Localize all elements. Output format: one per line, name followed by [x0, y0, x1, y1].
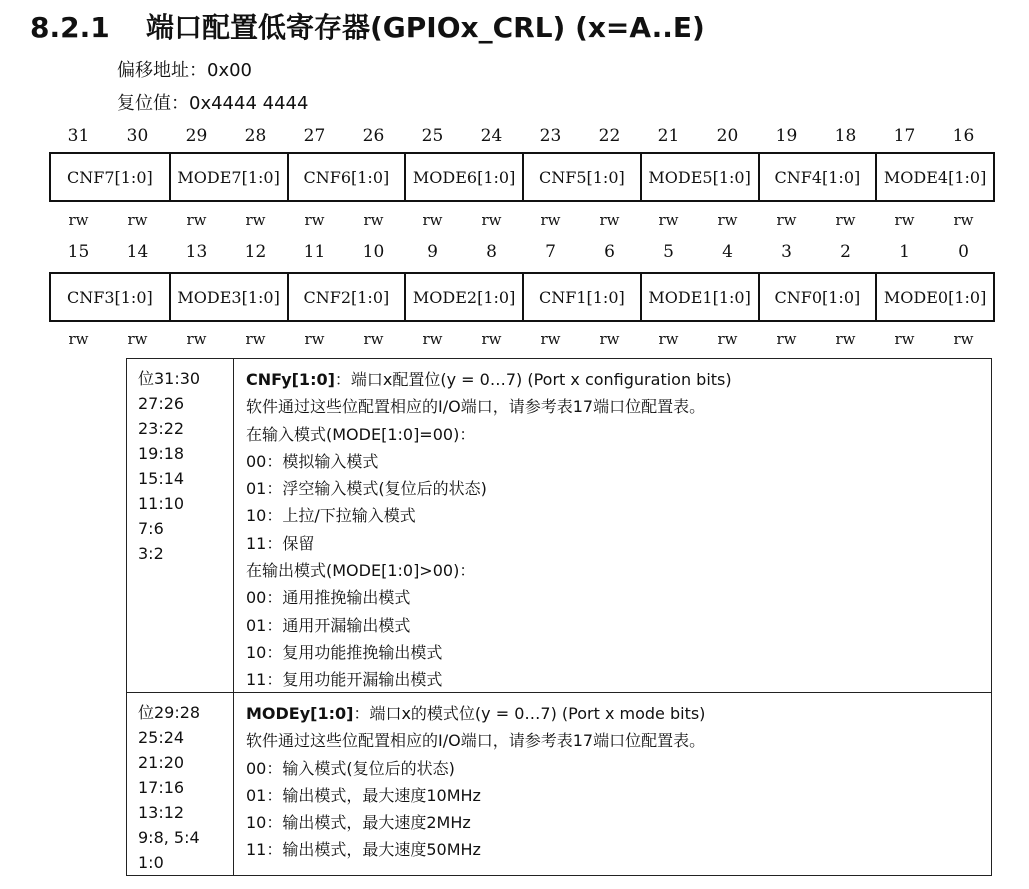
- bit-number: 23: [539, 126, 562, 146]
- access-type: rw: [304, 330, 325, 348]
- bit-range: 15:14: [138, 469, 185, 488]
- access-type: rw: [422, 330, 443, 348]
- offset-label: 偏移地址：: [117, 60, 207, 81]
- bit-number: 2: [840, 242, 851, 262]
- section-number: 8.2.1: [30, 11, 110, 44]
- register-field: CNF4[1:0]: [758, 154, 876, 200]
- reset-label: 复位值：: [117, 93, 189, 114]
- description-line: 软件通过这些位配置相应的I/O端口，请参考表17端口位配置表。: [246, 731, 706, 751]
- bit-range: 位29:28: [138, 703, 201, 722]
- bit-number: 24: [480, 126, 503, 146]
- access-type: rw: [540, 211, 561, 229]
- bit-number: 1: [899, 242, 910, 262]
- description-line: 00：模拟输入模式: [246, 451, 379, 471]
- description-line: 软件通过这些位配置相应的I/O端口，请参考表17端口位配置表。: [246, 397, 706, 417]
- bit-number: 3: [781, 242, 792, 262]
- access-type: rw: [658, 211, 679, 229]
- register-high-fields: [49, 152, 995, 202]
- bit-number: 19: [775, 126, 798, 146]
- register-field: MODE7[1:0]: [169, 154, 287, 200]
- bit-range: 19:18: [138, 444, 185, 463]
- description-line: 10：复用功能推挽输出模式: [246, 642, 443, 662]
- cnf-bit-positions: [127, 359, 234, 692]
- bit-number: 29: [185, 126, 208, 146]
- offset-address: [117, 56, 252, 82]
- access-type: rw: [717, 330, 738, 348]
- description-line: 11：复用功能开漏输出模式: [246, 670, 443, 690]
- register-low-fields: [49, 272, 995, 322]
- access-type: rw: [127, 330, 148, 348]
- access-type: rw: [835, 330, 856, 348]
- section-title: 端口配置低寄存器(GPIOx_CRL) (x=A..E): [146, 11, 705, 44]
- bit-number: 8: [486, 242, 497, 262]
- bit-number: 27: [303, 126, 326, 146]
- description-line: 01：通用开漏输出模式: [246, 615, 411, 635]
- bit-number: 16: [952, 126, 975, 146]
- access-type: rw: [599, 211, 620, 229]
- high-access-row: [49, 211, 993, 229]
- field-heading: [246, 366, 985, 393]
- description-line: 00：通用推挽输出模式: [246, 588, 411, 608]
- access-type: rw: [481, 211, 502, 229]
- access-type: rw: [717, 211, 738, 229]
- bit-number: 17: [893, 126, 916, 146]
- bit-range: 13:12: [138, 803, 185, 822]
- bit-number: 11: [303, 242, 326, 262]
- bit-range: 11:10: [138, 494, 185, 513]
- access-type: rw: [186, 330, 207, 348]
- bit-range: 1:0: [138, 853, 164, 872]
- bit-number: 13: [185, 242, 208, 262]
- bit-number: 28: [244, 126, 267, 146]
- bit-range: 位31:30: [138, 369, 201, 388]
- bit-number: 18: [834, 126, 857, 146]
- bit-number: 20: [716, 126, 739, 146]
- register-field: MODE5[1:0]: [640, 154, 758, 200]
- description-line: 00：输入模式(复位后的状态): [246, 758, 455, 778]
- description-line: 10：上拉/下拉输入模式: [246, 506, 416, 526]
- description-line: 11：保留: [246, 533, 315, 553]
- access-type: rw: [599, 330, 620, 348]
- description-line: 10：输出模式，最大速度2MHz: [246, 813, 471, 833]
- register-field: CNF1[1:0]: [522, 274, 640, 320]
- cnf-description-row: [127, 359, 991, 692]
- access-type: rw: [894, 211, 915, 229]
- access-type: rw: [481, 330, 502, 348]
- register-field: MODE2[1:0]: [404, 274, 522, 320]
- access-type: rw: [245, 330, 266, 348]
- bit-number: 14: [126, 242, 149, 262]
- access-type: rw: [953, 211, 974, 229]
- description-line: 11：输出模式，最大速度50MHz: [246, 840, 481, 860]
- field-heading: [246, 700, 985, 727]
- register-field: CNF7[1:0]: [66, 167, 153, 187]
- low-bit-numbers: [49, 242, 993, 262]
- bit-number: 10: [362, 242, 385, 262]
- access-type: rw: [835, 211, 856, 229]
- bit-range: 7:6: [138, 519, 164, 538]
- register-field: MODE6[1:0]: [404, 154, 522, 200]
- register-field: CNF0[1:0]: [758, 274, 876, 320]
- high-bit-numbers: [49, 126, 993, 146]
- register-field: CNF5[1:0]: [522, 154, 640, 200]
- register-field: CNF3[1:0]: [66, 287, 153, 307]
- offset-value: 0x00: [207, 60, 253, 81]
- register-field: CNF2[1:0]: [287, 274, 405, 320]
- field-name: MODEy[1:0]: [246, 704, 354, 723]
- access-type: rw: [68, 211, 89, 229]
- register-field: MODE0[1:0]: [875, 274, 993, 320]
- access-type: rw: [304, 211, 325, 229]
- access-type: rw: [953, 330, 974, 348]
- bit-number: 5: [663, 242, 674, 262]
- bit-number: 0: [958, 242, 969, 262]
- description-line: 01：浮空输入模式(复位后的状态): [246, 479, 487, 499]
- access-type: rw: [422, 211, 443, 229]
- bit-number: 22: [598, 126, 621, 146]
- reset-value: [117, 89, 308, 115]
- access-type: rw: [186, 211, 207, 229]
- bit-number: 30: [126, 126, 149, 146]
- bit-number: 31: [67, 126, 90, 146]
- bit-range: 23:22: [138, 419, 185, 438]
- register-field: CNF6[1:0]: [287, 154, 405, 200]
- register-field: MODE3[1:0]: [169, 274, 287, 320]
- field-title: ：端口x的模式位(y = 0…7) (Port x mode bits): [353, 704, 706, 723]
- bit-range: 17:16: [138, 778, 185, 797]
- access-type: rw: [894, 330, 915, 348]
- low-access-row: [49, 330, 993, 348]
- access-type: rw: [540, 330, 561, 348]
- bit-range: 25:24: [138, 728, 185, 747]
- reset-value-text: 0x4444 4444: [189, 93, 309, 114]
- field-name: CNFy[1:0]: [246, 370, 335, 389]
- description-line: 01：输出模式，最大速度10MHz: [246, 785, 481, 805]
- register-field: MODE1[1:0]: [640, 274, 758, 320]
- mode-description-text: [246, 700, 985, 864]
- description-line: 在输入模式(MODE[1:0]=00)：: [246, 424, 476, 444]
- bit-range: 27:26: [138, 394, 185, 413]
- access-type: rw: [363, 211, 384, 229]
- bit-number: 9: [427, 242, 438, 262]
- access-type: rw: [68, 330, 89, 348]
- field-title: ：端口x配置位(y = 0…7) (Port x configuration bits): [334, 370, 732, 389]
- bit-number: 25: [421, 126, 444, 146]
- section-heading: [30, 6, 705, 46]
- bit-range: 9:8, 5:4: [138, 828, 200, 847]
- access-type: rw: [658, 330, 679, 348]
- mode-bit-positions: [127, 693, 234, 876]
- bit-number: 4: [722, 242, 733, 262]
- bit-number: 26: [362, 126, 385, 146]
- access-type: rw: [127, 211, 148, 229]
- access-type: rw: [776, 211, 797, 229]
- mode-description-row: [127, 692, 991, 876]
- bit-number: 12: [244, 242, 267, 262]
- register-field: MODE4[1:0]: [875, 154, 993, 200]
- bit-number: 21: [657, 126, 680, 146]
- access-type: rw: [363, 330, 384, 348]
- bit-number: 6: [604, 242, 615, 262]
- description-line: 在输出模式(MODE[1:0]>00)：: [246, 561, 476, 581]
- bit-number: 15: [67, 242, 90, 262]
- bit-range: 21:20: [138, 753, 185, 772]
- bit-range: 3:2: [138, 544, 164, 563]
- access-type: rw: [245, 211, 266, 229]
- access-type: rw: [776, 330, 797, 348]
- bit-description-table: [126, 358, 992, 876]
- bit-number: 7: [545, 242, 556, 262]
- cnf-description-text: [246, 366, 985, 694]
